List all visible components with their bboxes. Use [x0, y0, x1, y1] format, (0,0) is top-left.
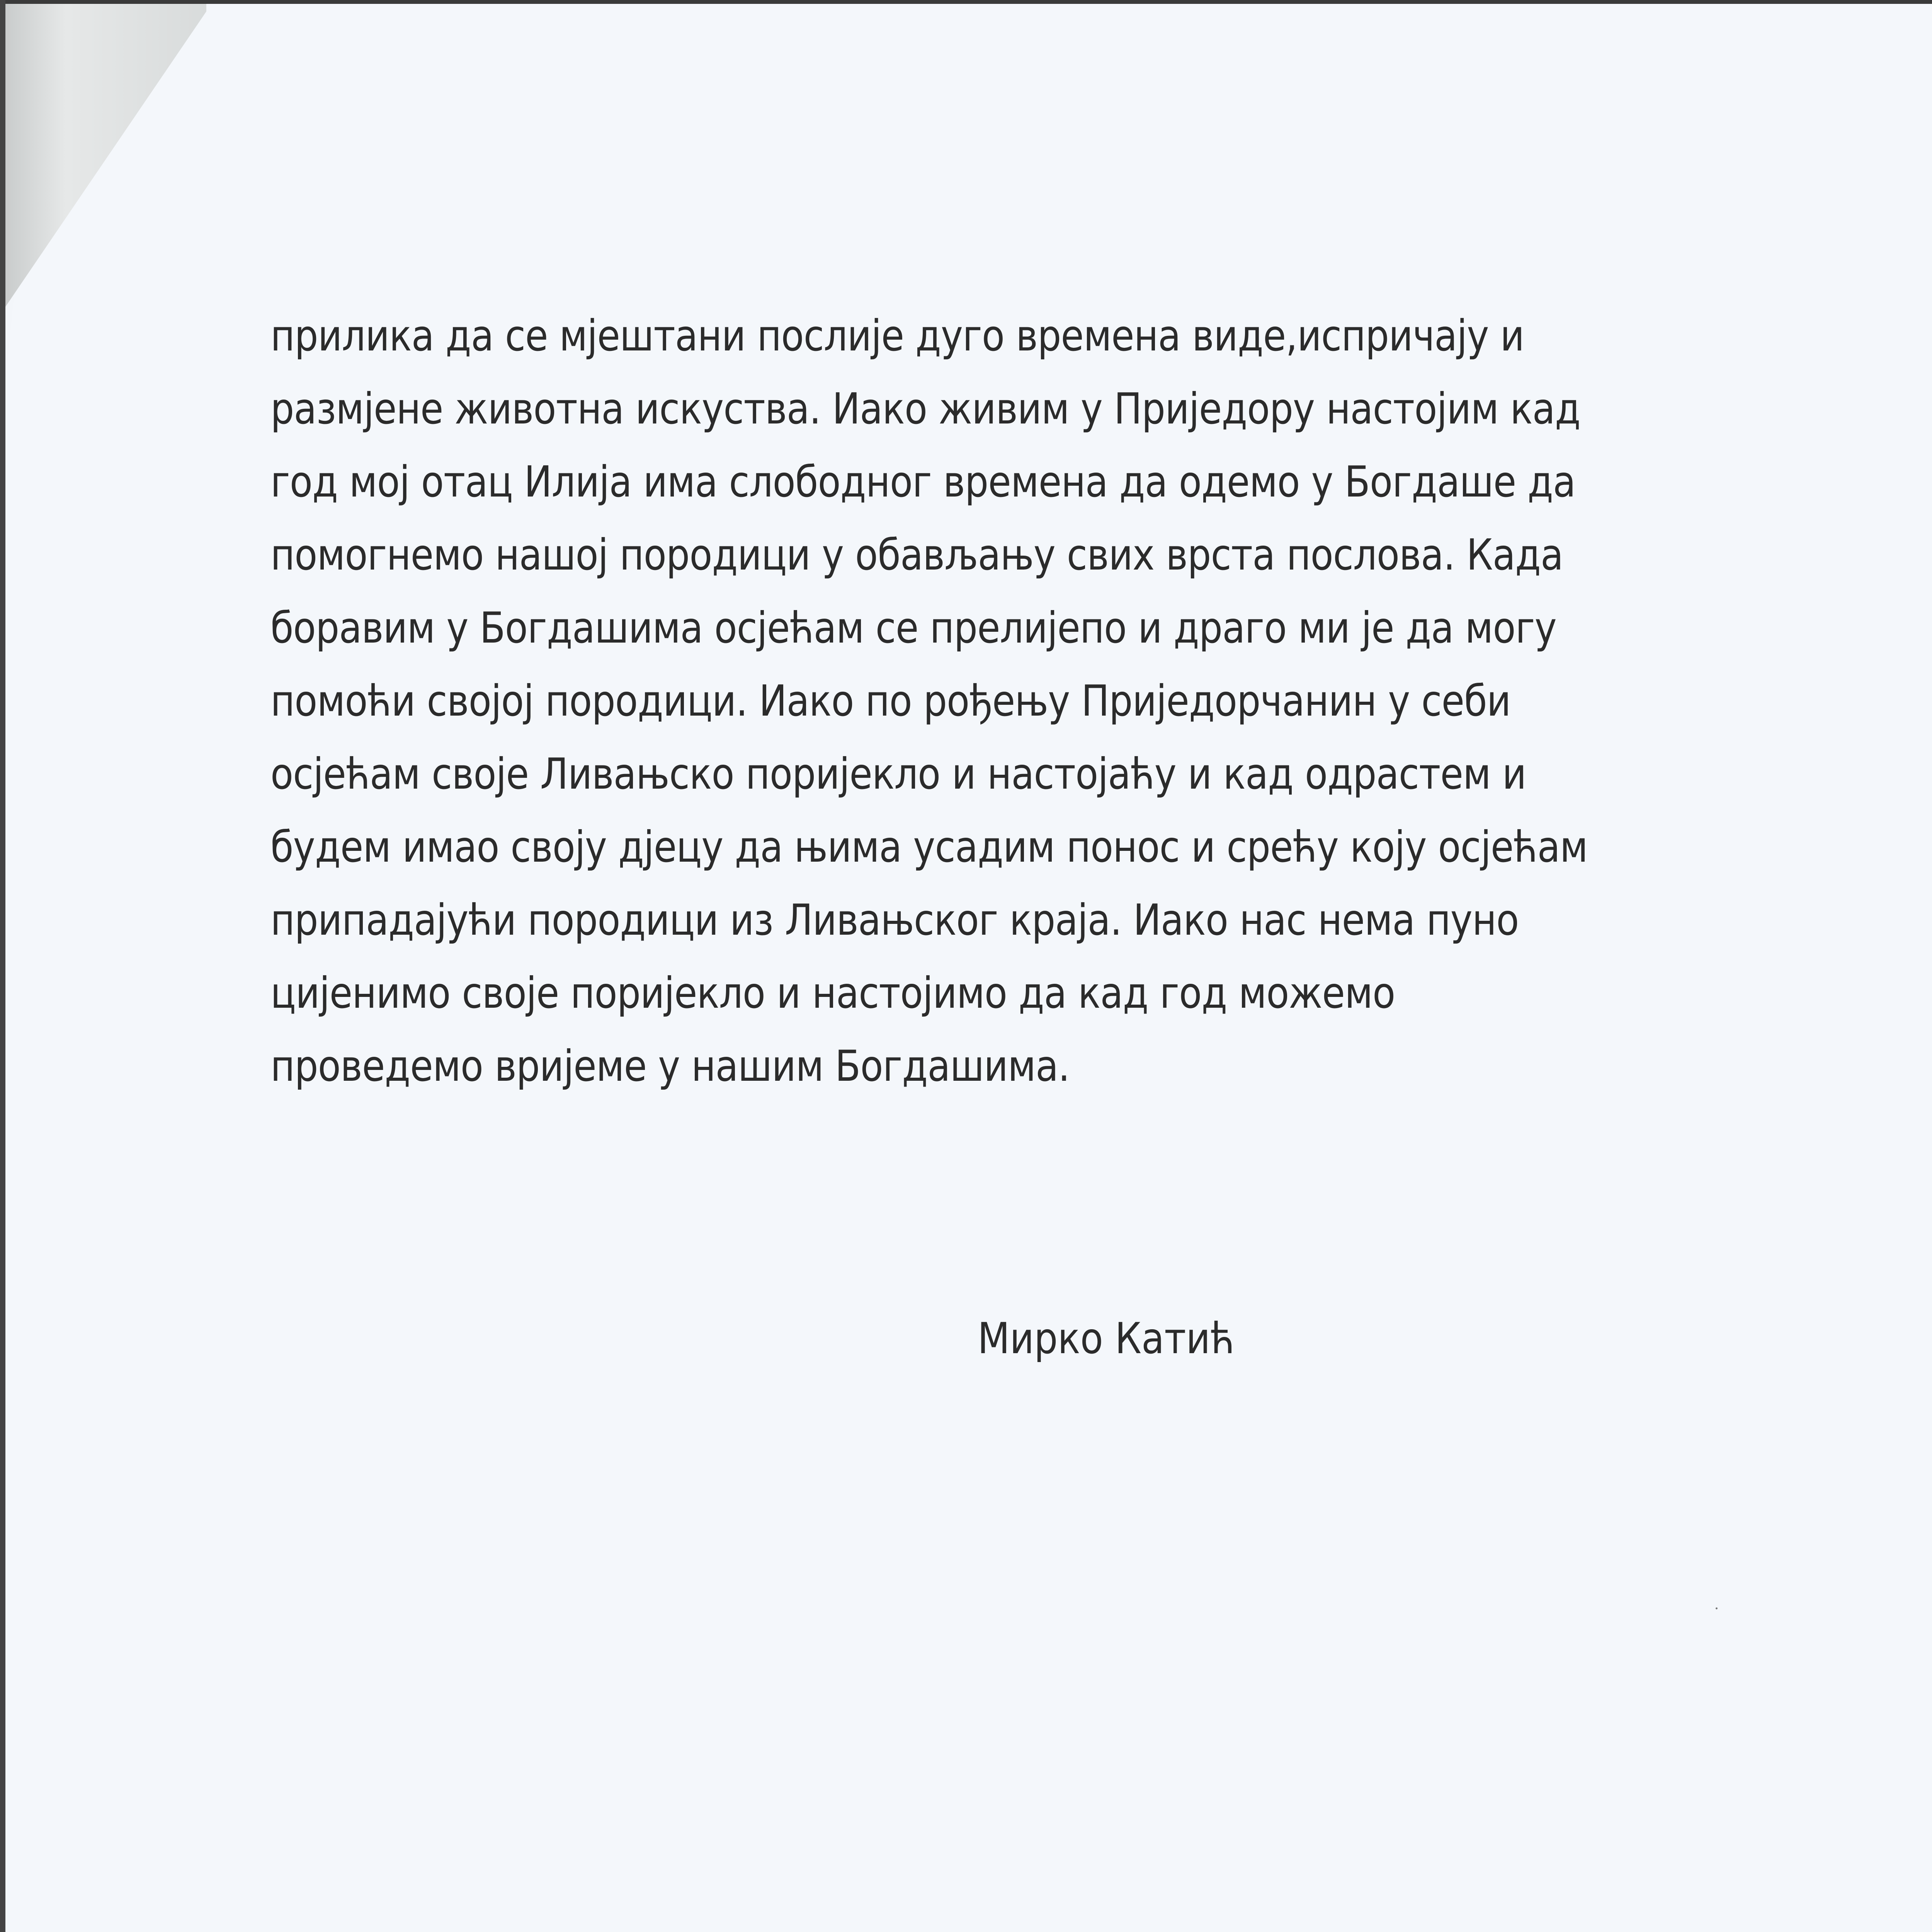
body-line: проведемо вријеме у нашим Богдашима.	[270, 1041, 1070, 1091]
scanner-frame-left	[0, 0, 5, 1932]
body-line: размјене животна искуства. Иако живим у Приједору настојим кад	[270, 384, 1580, 434]
body-line: помогнемо нашој породици у обављању свих врста послова. Када	[270, 530, 1563, 580]
body-line: будем имао своју дјецу да њима усадим понос и срећу коју осјећам	[270, 822, 1588, 872]
body-line: припадајући породици из Ливањског краја. Иако нас нема пуно	[270, 895, 1519, 945]
scanner-frame-top	[0, 0, 1932, 4]
body-line: помоћи својој породици. Иако по рођењу Приједорчанин у себи	[270, 676, 1511, 726]
body-line: цијенимо своје поријекло и настојимо да кад год можемо	[270, 968, 1395, 1018]
body-line: осјећам своје Ливањско поријекло и настојаћу и кад одрастем и	[270, 749, 1526, 799]
body-line: боравим у Богдашима осјећам се прелијепо и драго ми је да могу	[270, 603, 1556, 653]
scan-speck	[1716, 1607, 1718, 1609]
author-signature: Мирко Катић	[978, 1314, 1235, 1364]
body-line: год мој отац Илија има слободног времена да одемо у Богдаше да	[270, 457, 1576, 507]
body-paragraph	[270, 299, 1588, 1103]
body-line: прилика да се мјештани послије дуго времена виде,испричају и	[270, 311, 1524, 361]
